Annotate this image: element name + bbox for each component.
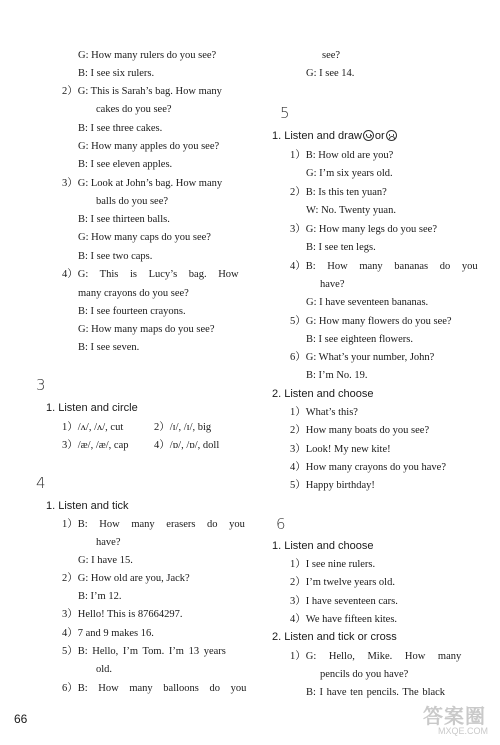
text-line: have? bbox=[320, 279, 345, 290]
section-6-heading-2: 2. Listen and tick or cross bbox=[272, 631, 397, 643]
text-line: B: I see thirteen balls. bbox=[78, 214, 170, 225]
text-line: 1）G: Hello, Mike. How many bbox=[290, 651, 462, 662]
section-5-heading-2: 2. Listen and choose bbox=[272, 388, 374, 400]
text-span: 2）G: This is Sarah’s bag. How many bbox=[62, 86, 222, 97]
text-line: 5）B: Hello, I’m Tom. I’m 13 years bbox=[62, 646, 226, 657]
text-line: many crayons do you see? bbox=[78, 288, 189, 299]
text-line: B: I see eleven apples. bbox=[78, 159, 173, 170]
text-line bbox=[62, 85, 244, 98]
phonics-item: 3）/æ/, /æ/, cap bbox=[62, 440, 129, 451]
section-4-heading: 1. Listen and tick bbox=[46, 500, 129, 512]
text-line: 4）7 and 9 makes 16. bbox=[62, 628, 154, 639]
text-line: 1）B: How many erasers do you bbox=[62, 519, 245, 530]
text-line: 3）G: Look at John’s bag. How many bbox=[62, 178, 223, 189]
text-line: 2）I’m twelve years old. bbox=[290, 577, 395, 588]
text-line: 1）What’s this? bbox=[290, 407, 358, 418]
text-line: 4）G: This is Lucy’s bag. How bbox=[62, 269, 239, 280]
section-number-6: 6 bbox=[276, 515, 286, 533]
watermark-url: MXQE.COM bbox=[437, 726, 488, 736]
text-line: B: I’m No. 19. bbox=[306, 370, 368, 381]
page-number: 66 bbox=[14, 712, 28, 726]
section-number-5: 5 bbox=[280, 104, 290, 122]
text-line: cakes do you see? bbox=[96, 104, 172, 115]
smiley-face-icon bbox=[363, 130, 374, 141]
text-line: G: How many caps do you see? bbox=[78, 232, 211, 243]
sad-face-icon bbox=[386, 130, 397, 141]
text-line: B: I see fourteen crayons. bbox=[78, 306, 186, 317]
text-line: 1）I see nine rulers. bbox=[290, 559, 376, 570]
text-line: B: I see ten legs. bbox=[306, 242, 376, 253]
text-line: G: I’m six years old. bbox=[306, 168, 393, 179]
section-5-heading bbox=[272, 130, 398, 143]
text-line: G: I see 14. bbox=[306, 68, 355, 79]
text-line: B: I see two caps. bbox=[78, 251, 153, 262]
text-line: G: I have 15. bbox=[78, 555, 133, 566]
text-line: B: I see three cakes. bbox=[78, 123, 163, 134]
phonics-item: 4）/ɒ/, /ɒ/, doll bbox=[154, 440, 220, 451]
text-line: 2）How many boats do you see? bbox=[290, 425, 430, 436]
text-line: balls do you see? bbox=[96, 196, 169, 207]
text-line: 2）B: Is this ten yuan? bbox=[290, 187, 387, 198]
text-line: 5）Happy birthday! bbox=[290, 480, 375, 491]
text-line: G: I have seventeen bananas. bbox=[306, 297, 429, 308]
text-line: 4）How many crayons do you have? bbox=[290, 462, 447, 473]
text-line: G: How many maps do you see? bbox=[78, 324, 215, 335]
text-line: 3）Hello! This is 87664297. bbox=[62, 609, 183, 620]
text-line: see? bbox=[322, 50, 341, 61]
phonics-item: 1）/ʌ/, /ʌ/, cut bbox=[62, 422, 124, 433]
section-number-3: 3 bbox=[36, 376, 46, 394]
section-number-4: 4 bbox=[36, 474, 46, 492]
section-6-heading: 1. Listen and choose bbox=[272, 540, 374, 552]
text-line: 1）B: How old are you? bbox=[290, 150, 394, 161]
text-line: G: How many rulers do you see? bbox=[78, 50, 217, 61]
text-line: B: I see seven. bbox=[78, 342, 140, 353]
section-3-heading: 1. Listen and circle bbox=[46, 402, 138, 414]
text-line: have? bbox=[96, 537, 121, 548]
text-line: 3）Look! My new kite! bbox=[290, 444, 391, 455]
text-line: 6）B: How many balloons do you bbox=[62, 683, 247, 694]
text-line: B: I’m 12. bbox=[78, 591, 122, 602]
text-line: pencils do you have? bbox=[320, 669, 409, 680]
text-line: 2）G: How old are you, Jack? bbox=[62, 573, 190, 584]
text-line: W: No. Twenty yuan. bbox=[306, 205, 396, 216]
text-line: G: How many apples do you see? bbox=[78, 141, 220, 152]
text-line: 4）B: How many bananas do you bbox=[290, 261, 478, 272]
text-line: 3）G: How many legs do you see? bbox=[290, 224, 437, 235]
text-line: old. bbox=[96, 664, 113, 675]
text-line: 3）I have seventeen cars. bbox=[290, 596, 398, 607]
heading-or: or bbox=[374, 130, 385, 142]
heading-text: 1. Listen and draw bbox=[272, 130, 362, 142]
watermark bbox=[408, 700, 492, 740]
text-line: 4）We have fifteen kites. bbox=[290, 614, 398, 625]
watermark-text: 答案圈 bbox=[423, 706, 486, 728]
text-line: 6）G: What’s your number, John? bbox=[290, 352, 435, 363]
text-line: 5）G: How many flowers do you see? bbox=[290, 316, 452, 327]
text-line: B: I see six rulers. bbox=[78, 68, 155, 79]
text-line: B: I see eighteen flowers. bbox=[306, 334, 414, 345]
phonics-item: 2）/ɪ/, /ɪ/, big bbox=[154, 422, 212, 433]
text-line: B: I have ten pencils. The black bbox=[306, 687, 446, 698]
